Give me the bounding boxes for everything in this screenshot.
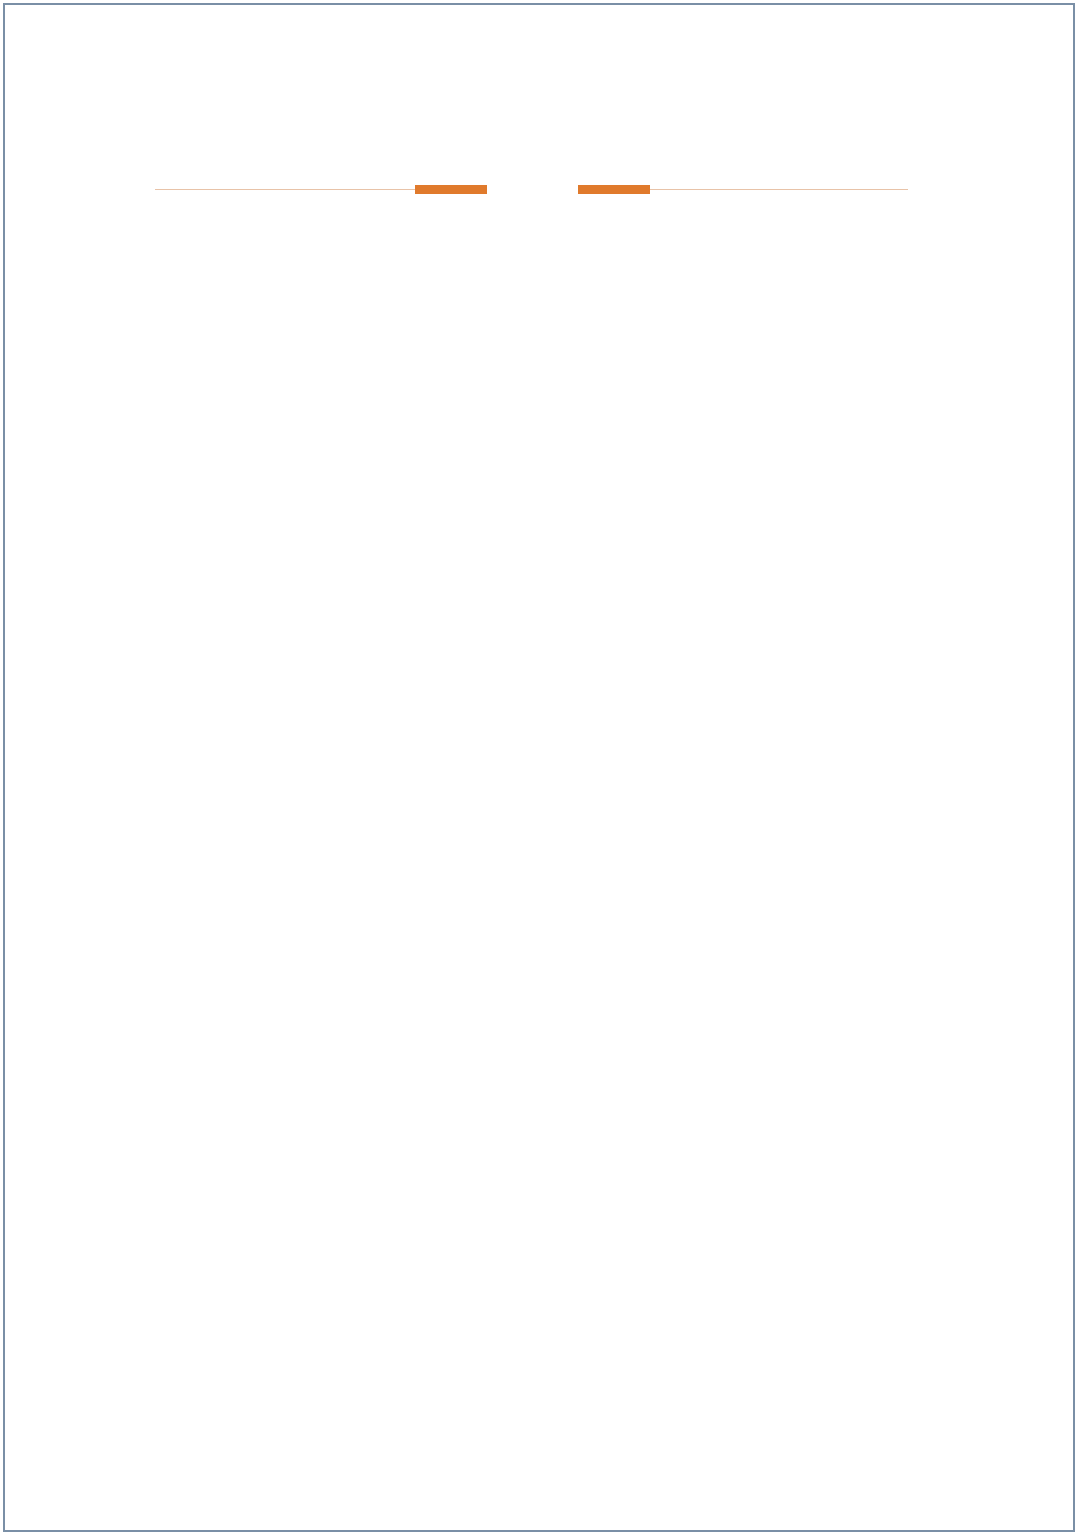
section-bar-right: [578, 185, 650, 194]
section-divider-left: [155, 189, 415, 190]
section-divider-right: [650, 189, 908, 190]
page-border: [3, 3, 1075, 1532]
section-bar-left: [415, 185, 487, 194]
